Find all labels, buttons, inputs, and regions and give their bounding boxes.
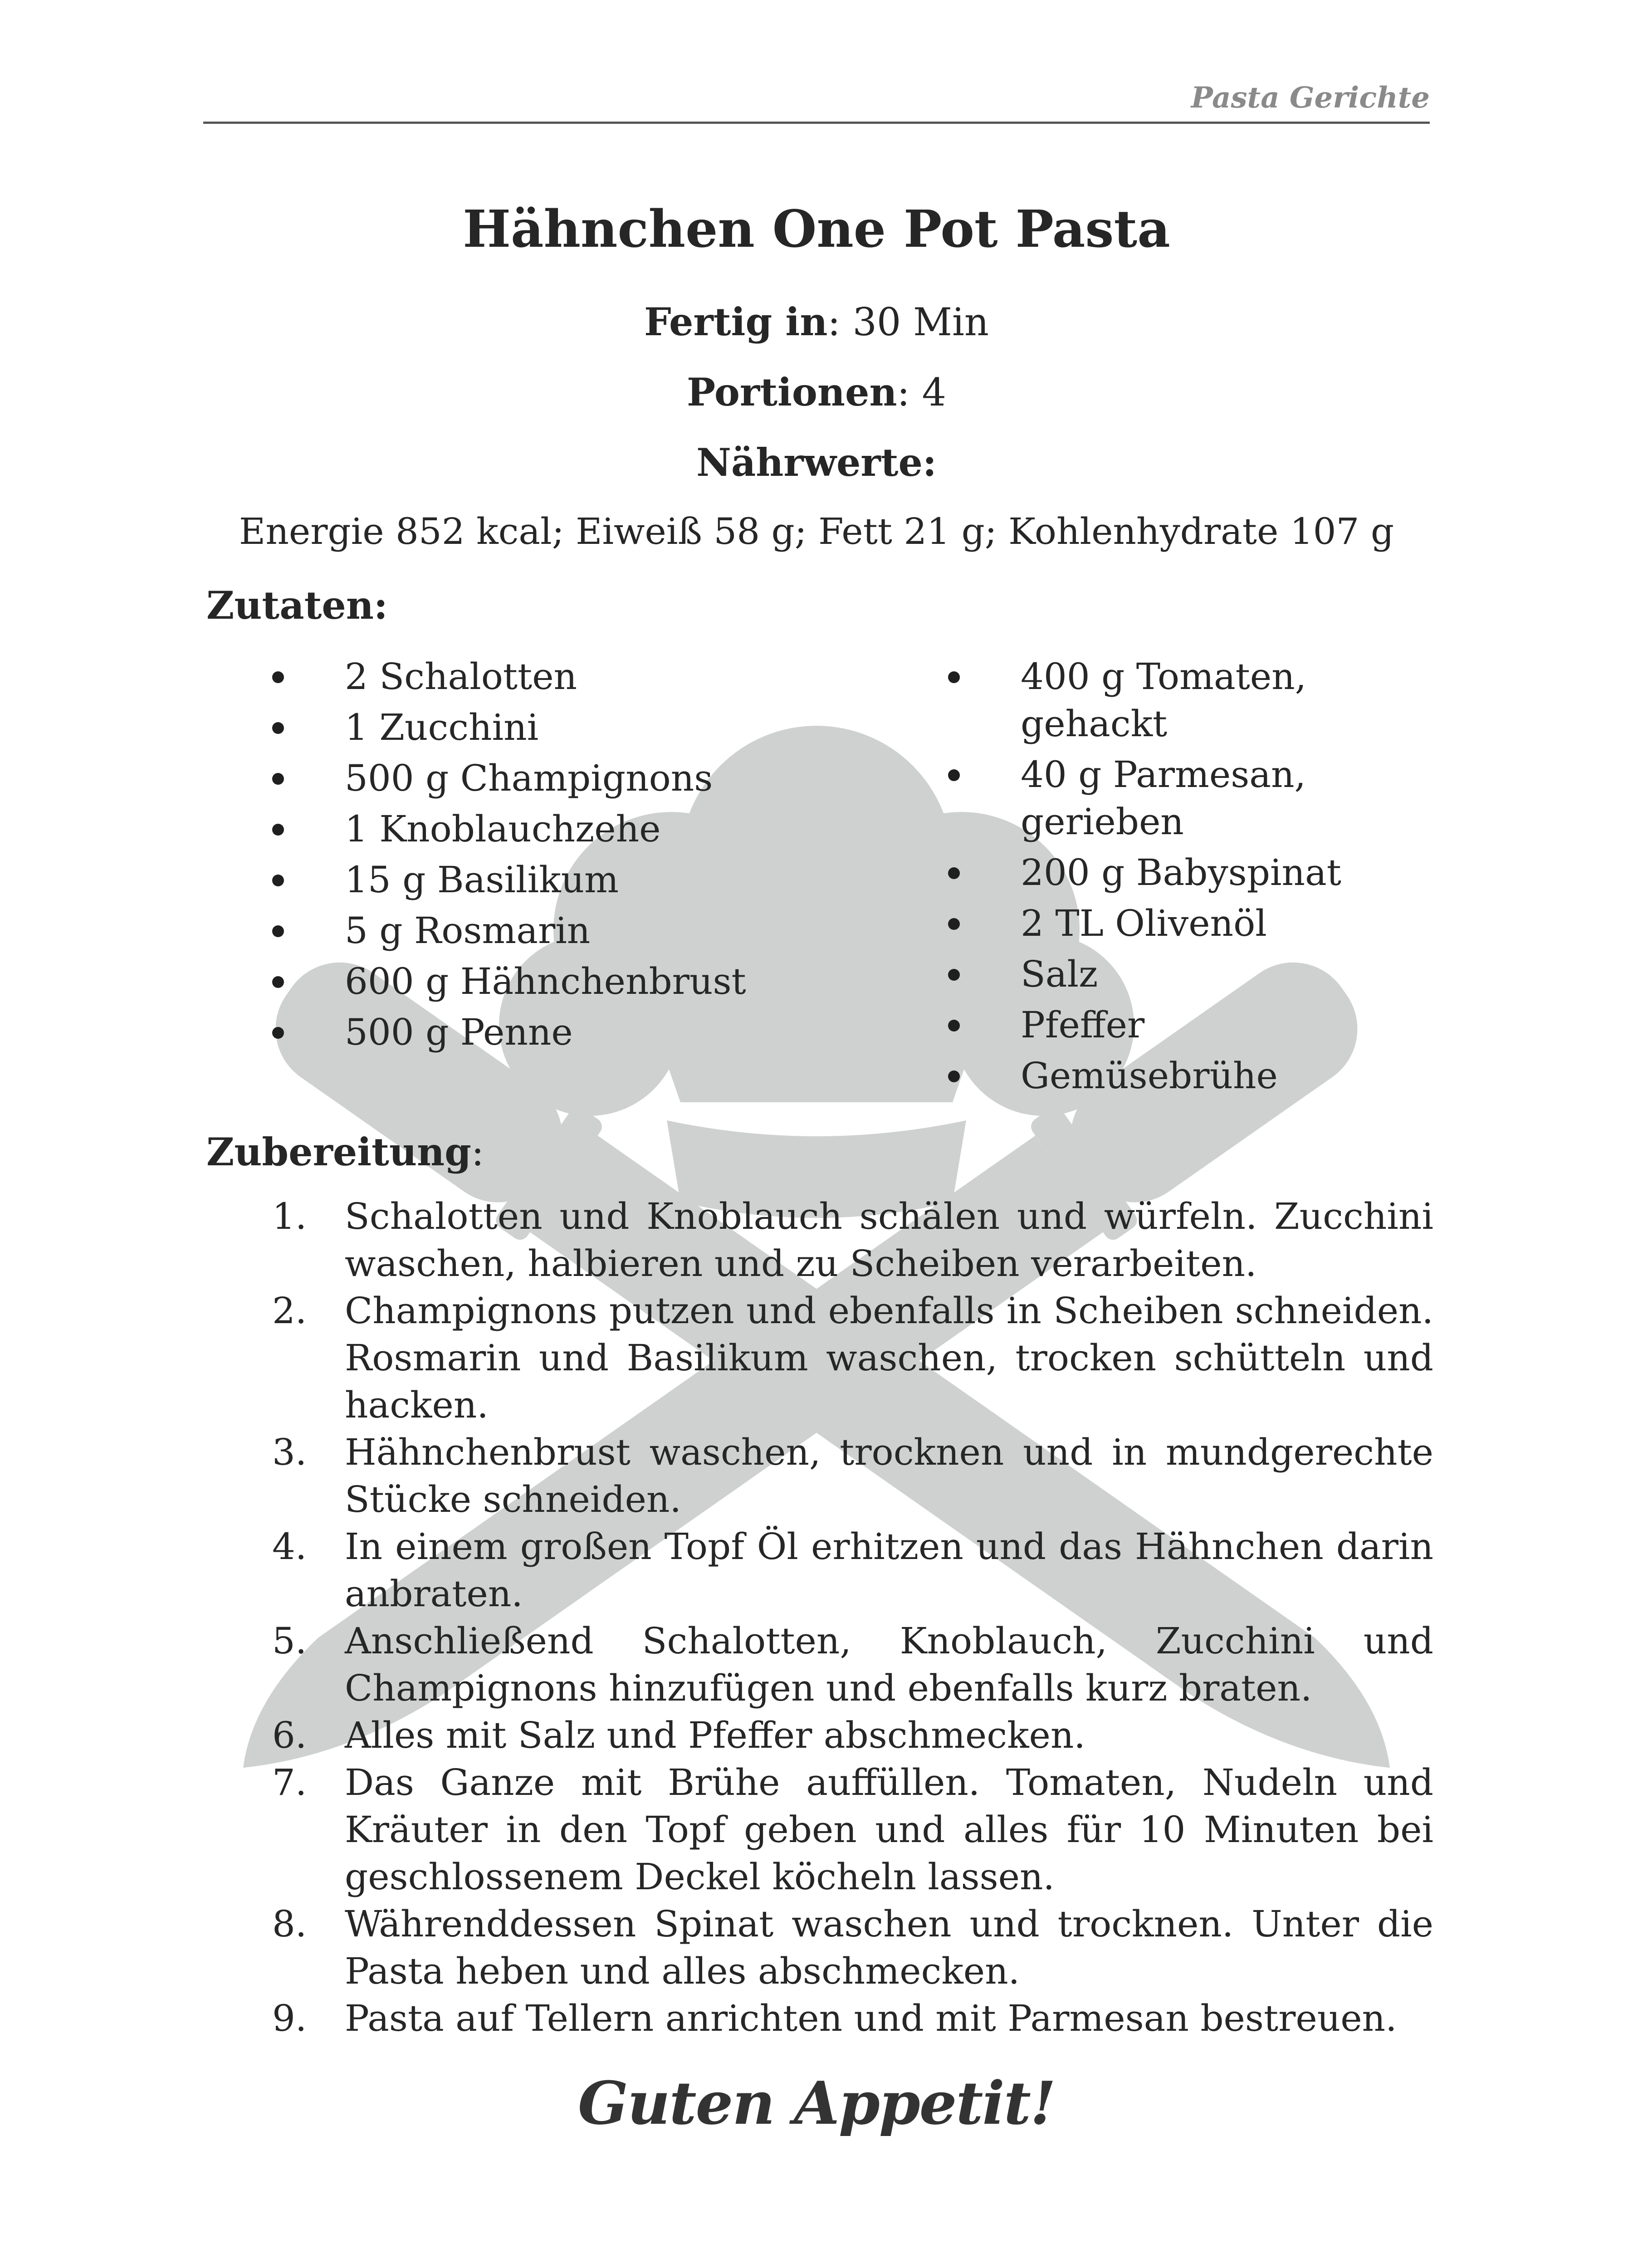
- bullet-icon: [948, 769, 960, 781]
- bullet-icon: [272, 722, 284, 734]
- list-item: 40 g Parmesan, gerieben: [948, 751, 1447, 846]
- bullet-icon: [272, 875, 284, 886]
- list-item: 7. Das Ganze mit Brühe auffüllen. Tomaten, Nudeln und Kräuter in den Topf geben und alles für 10 Minuten bei geschlossenem Deckel köcheln lassen.: [272, 1761, 1433, 1898]
- list-item: 400 g Tomaten, gehackt: [948, 653, 1447, 748]
- servings-label: Portionen: [687, 370, 897, 415]
- bullet-icon: [948, 918, 960, 930]
- list-item: 2 Schalotten: [272, 653, 930, 700]
- preparation-steps: [272, 1193, 1433, 2042]
- ingredients-heading: Zutaten:: [206, 583, 388, 628]
- list-item: 9. Pasta auf Tellern anrichten und mit Parmesan bestreuen.: [272, 1997, 1397, 2039]
- list-item: 2 TL Olivenöl: [948, 900, 1447, 947]
- preparation-heading: Zubereitung:: [206, 1129, 484, 1174]
- bullet-icon: [948, 1020, 960, 1031]
- closing-greeting: Guten Appetit!: [578, 2068, 1055, 2138]
- list-item: 5 g Rosmarin: [272, 907, 930, 954]
- bullet-icon: [948, 1070, 960, 1082]
- bullet-icon: [272, 824, 284, 836]
- bullet-icon: [272, 925, 284, 937]
- list-item: 8. Währenddessen Spinat waschen und trocknen. Unter die Pasta heben und alles abschmecken.: [272, 1903, 1433, 1992]
- list-item: 500 g Penne: [272, 1009, 930, 1056]
- bullet-icon: [272, 671, 284, 683]
- servings-value: 4: [922, 370, 946, 415]
- ingredients-left-list: [272, 653, 930, 1060]
- time-value: 30 Min: [852, 300, 989, 344]
- list-item: 2. Champignons putzen und ebenfalls in Scheiben schneiden. Rosmarin und Basilikum waschen, trocken schütteln und hacken.: [272, 1290, 1433, 1426]
- list-item: 200 g Babyspinat: [948, 849, 1447, 896]
- recipe-title: Hähnchen One Pot Pasta: [463, 200, 1170, 259]
- bullet-icon: [948, 969, 960, 981]
- list-item: 15 g Basilikum: [272, 856, 930, 904]
- bullet-icon: [948, 671, 960, 683]
- list-item: 1 Zucchini: [272, 704, 930, 751]
- bullet-icon: [948, 867, 960, 879]
- list-item: 3. Hähnchenbrust waschen, trocknen und in mundgerechte Stücke schneiden.: [272, 1431, 1433, 1520]
- bullet-icon: [272, 976, 284, 988]
- servings-line: Portionen: 4: [687, 370, 946, 415]
- list-item: Salz: [948, 951, 1447, 998]
- nutrition-heading: Nährwerte:: [696, 440, 937, 485]
- list-item: 500 g Champignons: [272, 755, 930, 802]
- list-item: 4. In einem großen Topf Öl erhitzen und das Hähnchen darin anbraten.: [272, 1525, 1433, 1615]
- running-head: Pasta Gerichte: [1191, 81, 1430, 115]
- list-item: 1 Knoblauchzehe: [272, 806, 930, 853]
- list-item: 6. Alles mit Salz und Pfeffer abschmecken.: [272, 1714, 1085, 1756]
- list-item: 5. Anschließend Schalotten, Knoblauch, Zucchini und Champignons hinzufügen und ebenfalls kurz braten.: [272, 1620, 1433, 1709]
- bullet-icon: [272, 773, 284, 785]
- time-line: Fertig in: 30 Min: [644, 299, 989, 344]
- list-item: 600 g Hähnchenbrust: [272, 958, 930, 1005]
- ingredients-right-list: [948, 653, 1447, 1103]
- nutrition-text: Energie 852 kcal; Eiweiß 58 g; Fett 21 g; Kohlenhydrate 107 g: [239, 510, 1394, 552]
- list-item: Gemüsebrühe: [948, 1052, 1447, 1100]
- time-label: Fertig in: [644, 299, 828, 344]
- bullet-icon: [272, 1027, 284, 1039]
- list-item: Pfeffer: [948, 1002, 1447, 1049]
- list-item: 1. Schalotten und Knoblauch schälen und würfeln. Zucchini waschen, halbieren und zu Scheiben verarbeiten.: [272, 1195, 1433, 1285]
